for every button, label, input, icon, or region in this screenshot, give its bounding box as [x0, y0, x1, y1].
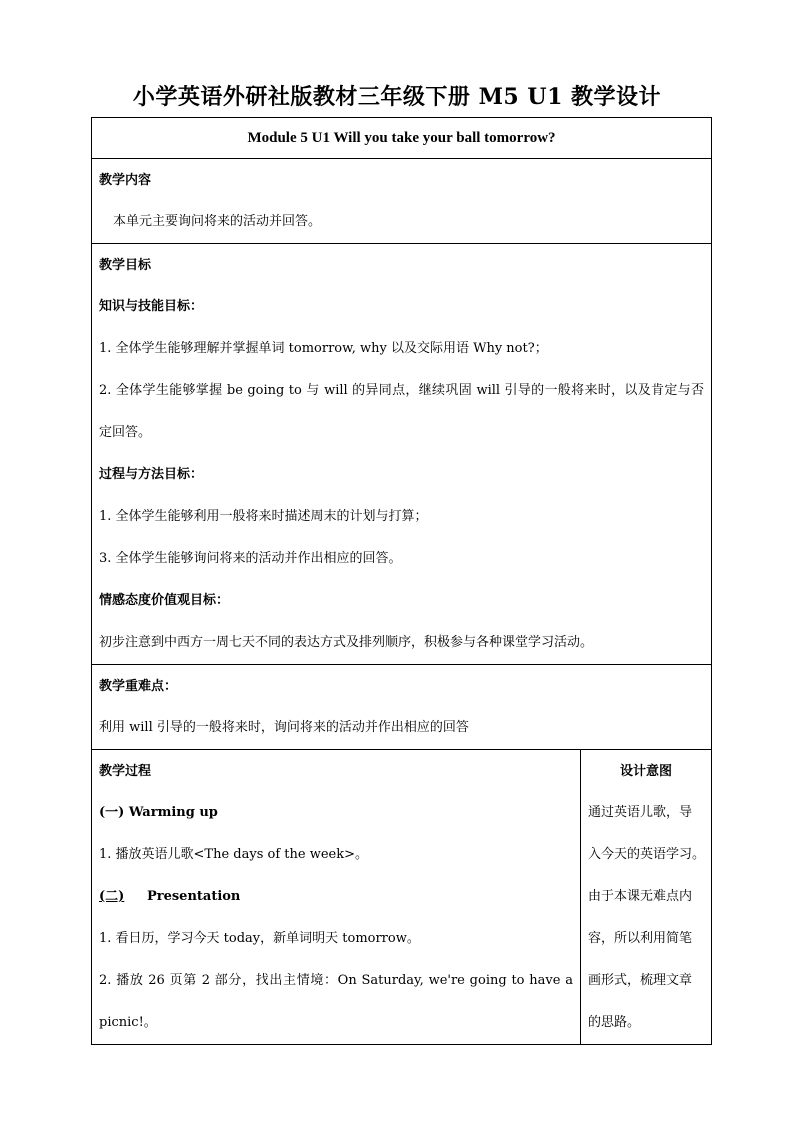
intent-line-1: 通过英语儿歌，导: [588, 805, 693, 820]
presentation-line: [99, 876, 573, 918]
intent-line-5: 画形式，梳理文章: [588, 973, 693, 988]
difficulties-section: [92, 665, 712, 750]
document-title: 小学英语外研社版教材三年级下册 M5 U1 教学设计: [132, 84, 662, 110]
objectives-heading: 教学目标: [99, 258, 152, 273]
presentation-heading: Presentation: [146, 889, 241, 904]
difficulties-heading: 教学重难点：: [99, 679, 178, 694]
intent-line-6: 的思路。: [588, 1015, 641, 1030]
process-section: [92, 750, 581, 1045]
emotion-heading: 情感态度价值观目标：: [99, 593, 230, 608]
warmup-heading: (一) Warming up: [99, 805, 218, 820]
knowledge-item-2-cont: 定回答。: [99, 425, 152, 440]
content-heading: 教学内容: [99, 173, 152, 188]
emotion-item-1: 初步注意到中西方一周七天不同的表达方式及排列顺序，积极参与各种课堂学习活动。: [99, 635, 594, 650]
presentation-item-2: 2. 播放 26 页第 2 部分，找出主情境：On Saturday, we're going to have a: [99, 973, 573, 988]
content-section: [92, 159, 712, 244]
warmup-item-1: 1. 播放英语儿歌<The days of the week>。: [99, 847, 368, 862]
knowledge-item-2: 2. 全体学生能够掌握 be going to 与 will 的异同点，继续巩固 will 引导的一般将来时，以及肯定与否: [99, 383, 705, 398]
knowledge-item-1: 1. 全体学生能够理解并掌握单词 tomorrow, why 以及交际用语 Why not?；: [99, 341, 548, 356]
intent-line-4: 容，所以利用简笔: [588, 931, 693, 946]
difficulties-text: 利用 will 引导的一般将来时，询问将来的活动并作出相应的回答: [99, 720, 469, 735]
lesson-plan-table: [91, 117, 712, 1045]
presentation-mark: (二): [99, 889, 125, 904]
content-text: 本单元主要询问将来的活动并回答。: [113, 214, 322, 229]
presentation-item-2-cont: picnic!。: [99, 1015, 157, 1030]
process-heading: 教学过程: [99, 764, 152, 779]
process-method-item-2: 3. 全体学生能够询问将来的活动并作出相应的回答。: [99, 551, 402, 566]
intent-line-2: 入今天的英语学习。: [588, 847, 706, 862]
presentation-item-1: 1. 看日历，学习今天 today，新单词明天 tomorrow。: [99, 931, 420, 946]
process-method-item-1: 1. 全体学生能够利用一般将来时描述周末的计划与打算；: [99, 509, 428, 524]
objectives-section: [92, 244, 712, 665]
intent-section: [581, 750, 712, 1045]
intent-heading: 设计意图: [620, 764, 673, 779]
process-method-heading: 过程与方法目标：: [99, 467, 204, 482]
knowledge-heading: 知识与技能目标：: [99, 299, 204, 314]
table-title: Module 5 U1 Will you take your ball tomorrow?: [92, 118, 712, 159]
intent-line-3: 由于本课无难点内: [588, 889, 693, 904]
